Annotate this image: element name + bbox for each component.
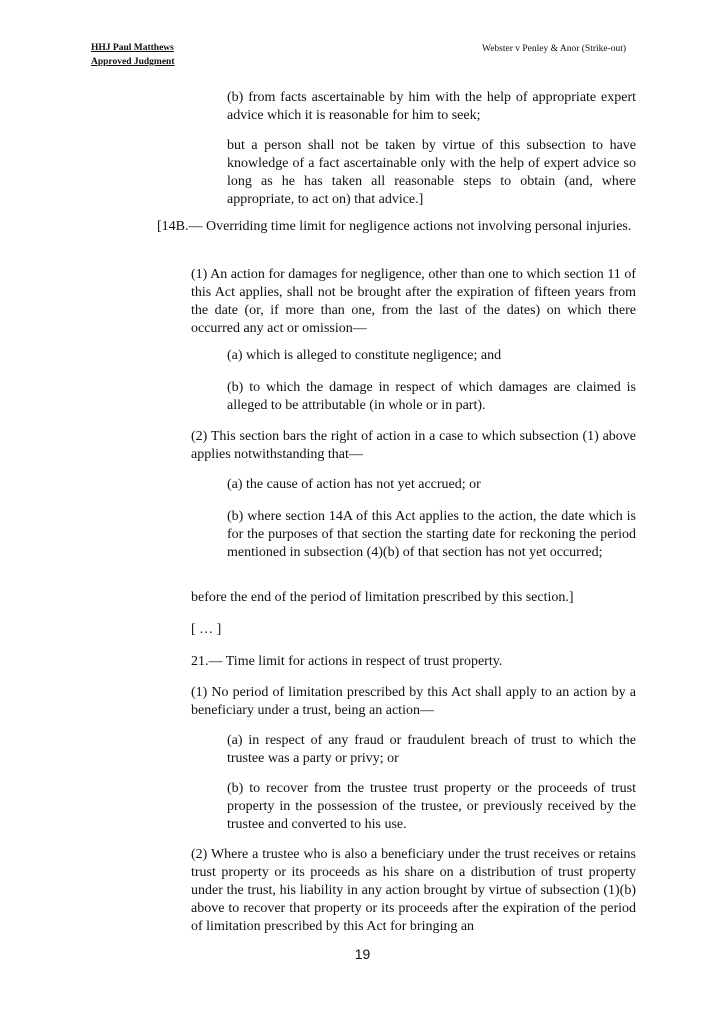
paragraph-b-expert-facts: (b) from facts ascertainable by him with the help of appropriate expert advice which it is reasonable for him to seek; <box>227 90 636 123</box>
section-21-subsection-2: (2) Where a trustee who is also a beneficiary under the trust receives or retains trust property or its proceeds as his share on a distribution of trust property under the trust, his liability in any action brought by virtue of subsection (1)(b) above to recover that property or its proceeds after the expiration of the period of limitation prescribed by this Act for bringing an <box>191 847 636 934</box>
omission-marker: [ … ] <box>191 622 222 637</box>
section-21-heading: 21.— Time limit for actions in respect of trust property. <box>191 654 503 669</box>
judge-name: HHJ Paul Matthews <box>91 43 174 53</box>
section-14b-subsection-1: (1) An action for damages for negligence, other than one to which section 11 of this Act applies, shall not be brought after the expiration of fifteen years from the date (or, if more than one, from the last of the dates) on which there occurred any act or omission— <box>191 267 636 336</box>
section-14b-heading: [14B.— Overriding time limit for negligence actions not involving personal injuries. <box>157 219 632 234</box>
judgment-status: Approved Judgment <box>91 57 175 67</box>
case-title: Webster v Penley & Anor (Strike-out) <box>482 44 627 54</box>
paragraph-expert-advice-proviso: but a person shall not be taken by virtue of this subsection to have knowledge of a fact ascertainable only with the help of expert advice so long as he has taken all reasonable steps to obtain (and, where appropriate, to act on) that advice.] <box>227 138 636 207</box>
running-header-left <box>91 41 175 69</box>
section-21-1-b: (b) to recover from the trustee trust property or the proceeds of trust property in the possession of the trustee, or previously received by the trustee and converted to his use. <box>227 781 636 832</box>
section-14b-1-b: (b) to which the damage in respect of which damages are claimed is alleged to be attributable (in whole or in part). <box>227 380 636 413</box>
section-14b-2-a: (a) the cause of action has not yet accrued; or <box>227 477 481 492</box>
section-14b-subsection-2: (2) This section bars the right of action in a case to which subsection (1) above applies notwithstanding that— <box>191 429 636 462</box>
section-14b-closing: before the end of the period of limitation prescribed by this section.] <box>191 590 574 605</box>
section-14b-2-b: (b) where section 14A of this Act applies to the action, the date which is for the purposes of that section the starting date for reckoning the period mentioned in subsection (4)(b) of that section has not yet occurred; <box>227 509 636 560</box>
section-14b-1-a: (a) which is alleged to constitute negligence; and <box>227 348 502 363</box>
section-21-1-a: (a) in respect of any fraud or fraudulent breach of trust to which the trustee was a party or privy; or <box>227 733 636 766</box>
section-21-subsection-1: (1) No period of limitation prescribed by this Act shall apply to an action by a beneficiary under a trust, being an action— <box>191 685 636 718</box>
page-number: 19 <box>354 946 371 962</box>
